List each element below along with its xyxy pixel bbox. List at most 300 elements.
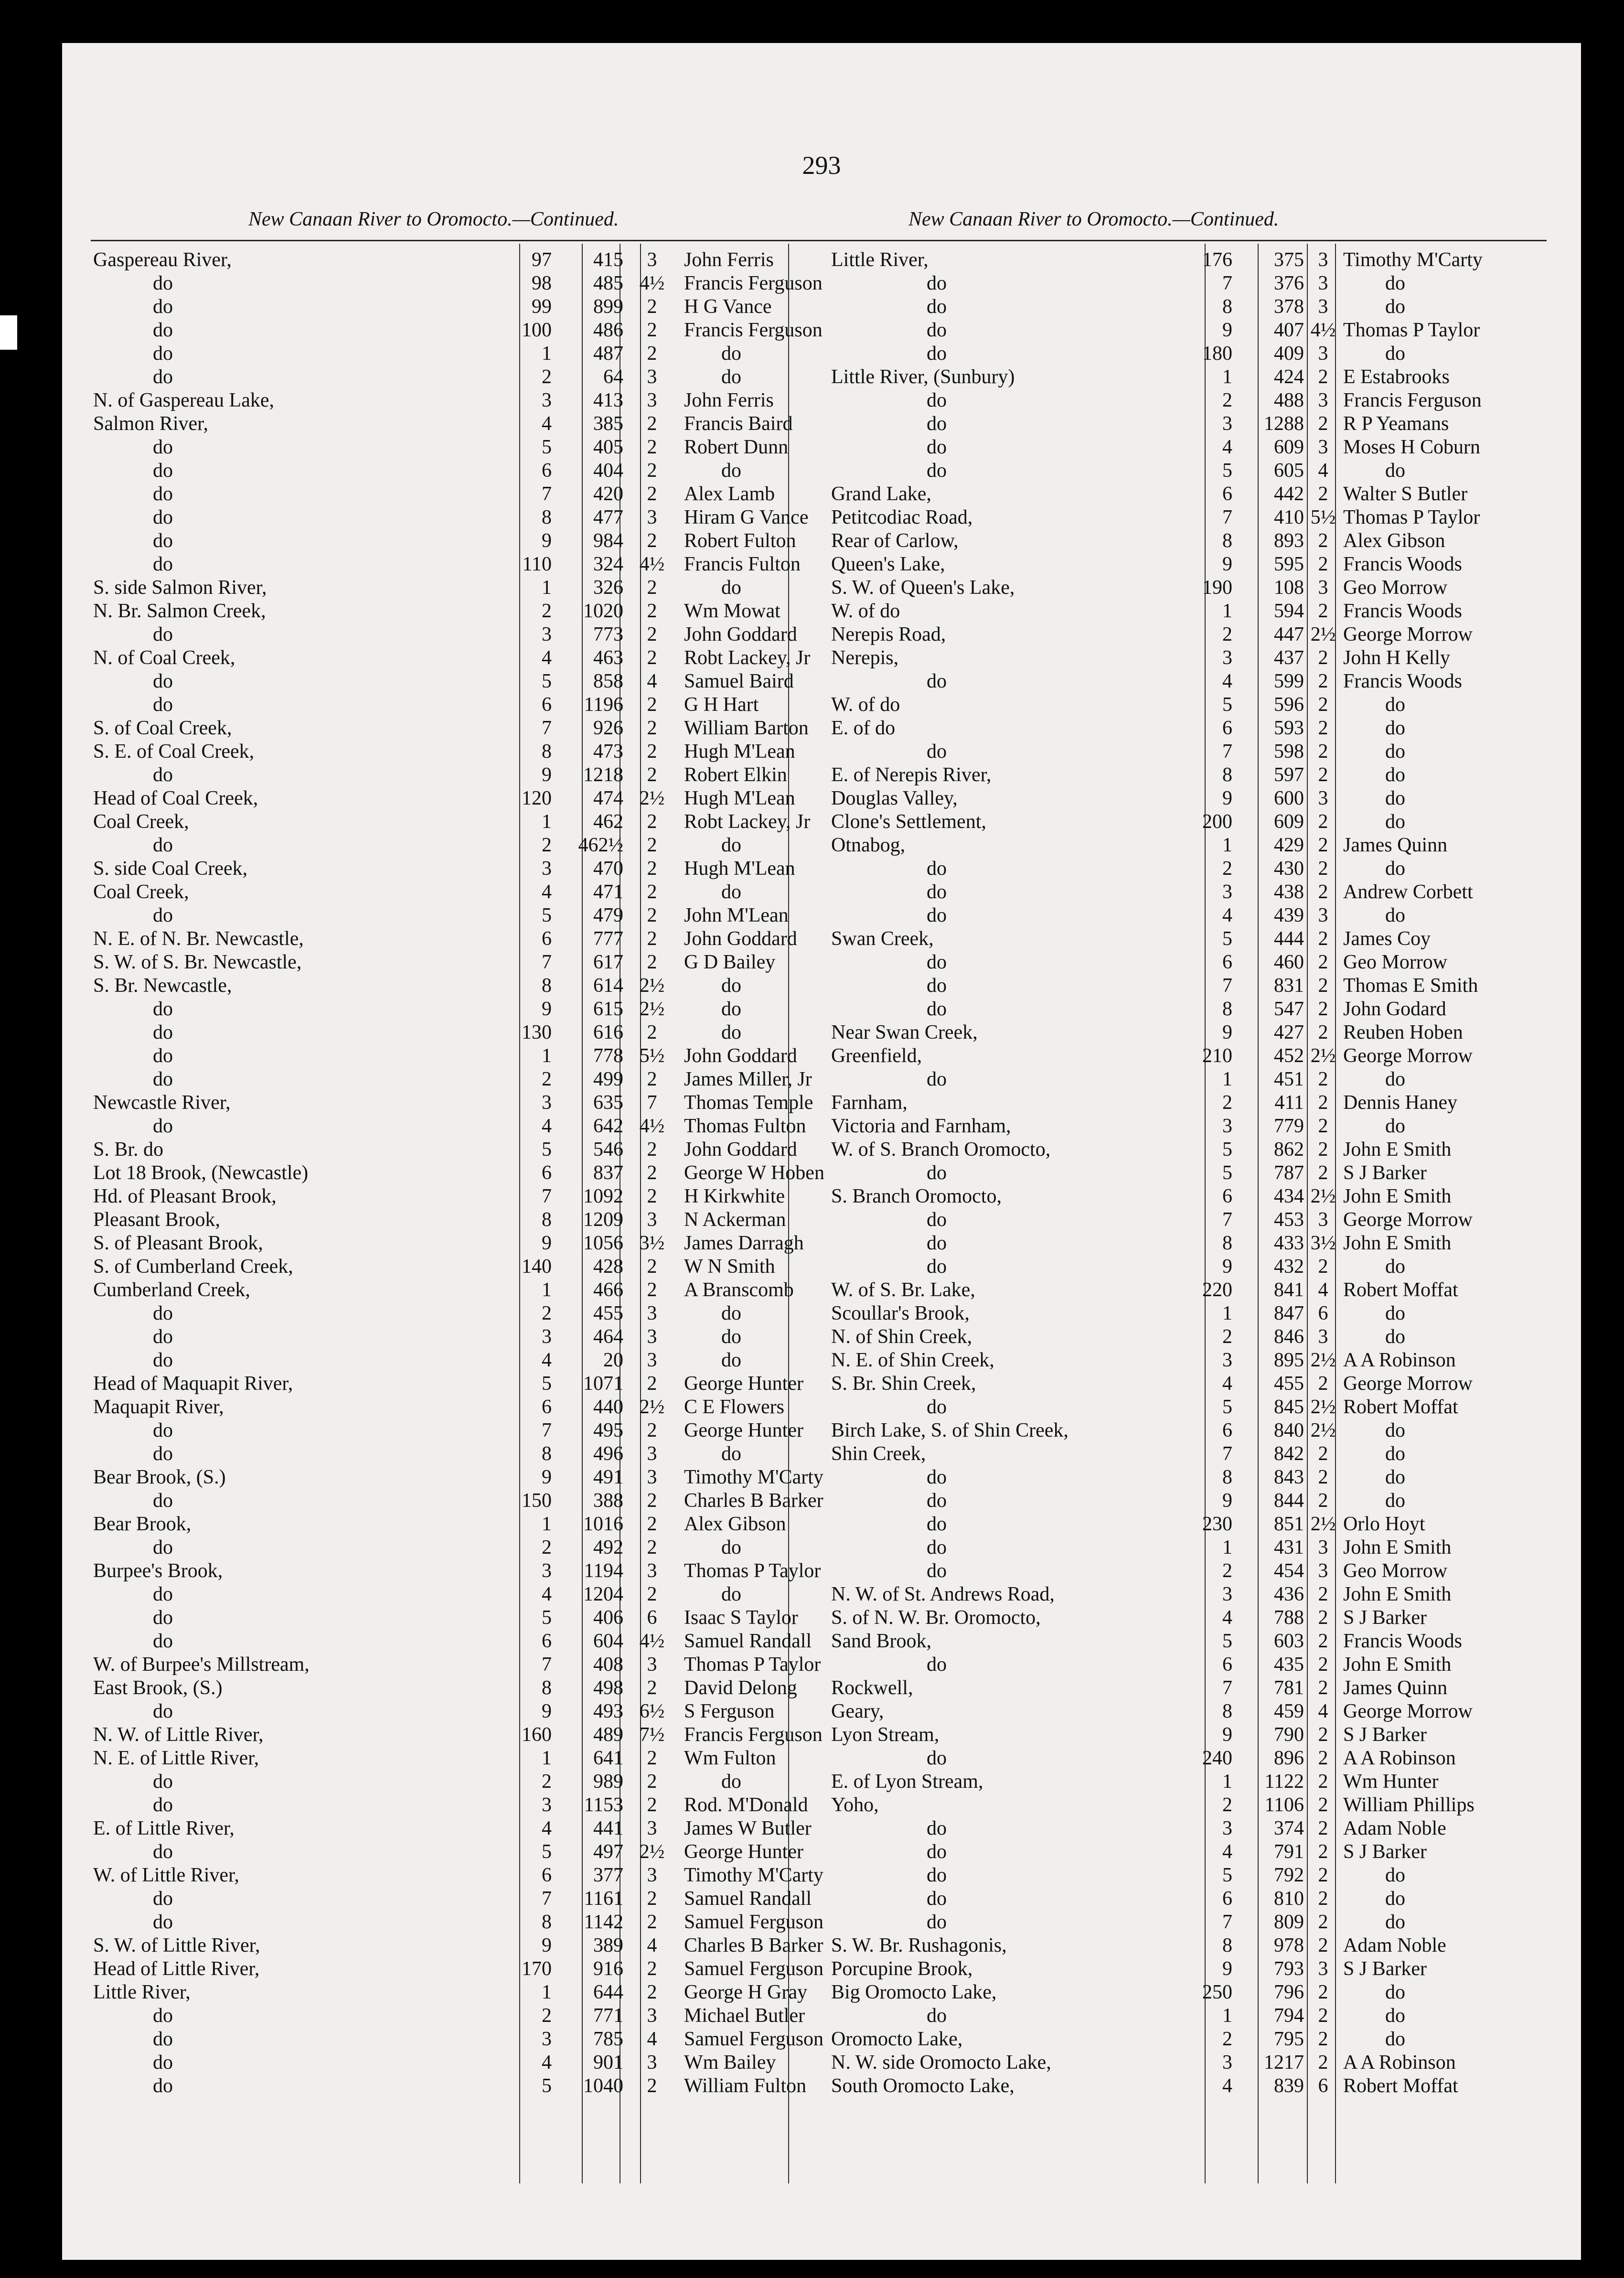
lot-cell: 3 [1222, 1115, 1232, 1137]
lot-cell: 6 [542, 694, 552, 716]
place-cell: do [153, 1115, 173, 1137]
acres-cell: 377 [593, 1864, 623, 1886]
acres-cell: 493 [593, 1700, 623, 1722]
place-cell: do [927, 858, 947, 880]
grantee-cell: George Hunter [684, 1373, 803, 1395]
grantee-cell: Hugh M'Lean [684, 858, 795, 880]
chains-cell: 2 [647, 1537, 657, 1558]
grantee-cell: do [721, 1326, 741, 1348]
lot-cell: 6 [1222, 951, 1232, 973]
grantee-cell: do [721, 343, 741, 365]
grantee-cell: Francis Woods [1343, 670, 1463, 692]
acres-cell: 473 [593, 741, 623, 763]
lot-cell: 1 [542, 811, 552, 833]
table-row [788, 646, 1524, 670]
table-row [788, 1185, 1524, 1208]
lot-cell: 9 [542, 1934, 552, 1956]
left-header-rule [91, 240, 817, 241]
place-cell: do [153, 623, 173, 645]
table-row [91, 1653, 826, 1676]
acres-cell: 406 [593, 1607, 623, 1629]
lot-cell: 7 [542, 1419, 552, 1441]
lot-cell: 8 [1222, 296, 1232, 318]
acres-cell: 460 [1274, 951, 1304, 973]
grantee-cell: John E Smith [1343, 1139, 1452, 1160]
table-row [91, 412, 826, 436]
place-cell: do [927, 1560, 947, 1582]
acres-cell: 1288 [1264, 413, 1304, 435]
acres-cell: 846 [1274, 1326, 1304, 1348]
table-row [91, 1934, 826, 1957]
place-cell: Nerepis Road, [831, 623, 946, 645]
table-row [788, 1091, 1524, 1115]
place-cell: South Oromocto Lake, [831, 2075, 1015, 2097]
acres-cell: 1056 [583, 1232, 623, 1254]
chains-cell: 3 [647, 2052, 657, 2074]
lot-cell: 3 [1222, 413, 1232, 435]
acres-cell: 596 [1274, 694, 1304, 716]
grantee-cell: Samuel Baird [684, 670, 794, 692]
chains-cell: 4½ [1310, 319, 1336, 341]
acres-cell: 471 [593, 881, 623, 903]
chains-cell: 2 [647, 1185, 657, 1207]
lot-cell: 8 [542, 1677, 552, 1699]
chains-cell: 2 [1318, 834, 1328, 856]
grantee-cell: Rod. M'Donald [684, 1794, 808, 1816]
table-row [91, 857, 826, 881]
grantee-cell: do [721, 1021, 741, 1043]
table-row [788, 1161, 1524, 1185]
lot-cell: 5 [1222, 460, 1232, 482]
acres-cell: 1218 [583, 764, 623, 786]
grantee-cell: John E Smith [1343, 1654, 1452, 1676]
lot-cell: 8 [1222, 1934, 1232, 1956]
table-row [91, 1325, 826, 1349]
table-row [788, 1559, 1524, 1583]
lot-cell: 7 [542, 717, 552, 739]
place-cell: Yoho, [831, 1794, 879, 1816]
chains-cell: 2 [647, 319, 657, 341]
acres-cell: 599 [1274, 670, 1304, 692]
acres-cell: 1204 [583, 1583, 623, 1605]
lot-cell: 2 [1222, 623, 1232, 645]
grantee-cell: Francis Ferguson [684, 272, 823, 294]
acres-cell: 547 [1274, 998, 1304, 1020]
acres-cell: 409 [1274, 343, 1304, 365]
chains-cell: 2 [647, 1021, 657, 1043]
lot-cell: 3 [1222, 881, 1232, 903]
place-cell: do [153, 834, 173, 856]
place-cell: Newcastle River, [93, 1092, 231, 1114]
lot-cell: 1 [1222, 834, 1232, 856]
lot-cell: 8 [1222, 1466, 1232, 1488]
chains-cell: 2 [1318, 764, 1328, 786]
grantee-cell: Adam Noble [1343, 1934, 1446, 1956]
acres-cell: 430 [1274, 858, 1304, 880]
chains-cell: 2 [1318, 483, 1328, 505]
chains-cell: 2 [647, 858, 657, 880]
place-cell: do [153, 2028, 173, 2050]
lot-cell: 4 [542, 881, 552, 903]
acres-cell: 407 [1274, 319, 1304, 341]
acres-cell: 926 [593, 717, 623, 739]
grantee-cell: John Ferris [684, 249, 774, 271]
acres-cell: 451 [1274, 1068, 1304, 1090]
chains-cell: 3 [1318, 1209, 1328, 1231]
acres-cell: 491 [593, 1466, 623, 1488]
acres-cell: 810 [1274, 1888, 1304, 1910]
grantee-cell: do [1385, 858, 1405, 880]
lot-cell: 9 [1222, 787, 1232, 809]
lot-cell: 98 [532, 272, 552, 294]
acres-cell: 375 [1274, 249, 1304, 271]
acres-cell: 1209 [583, 1209, 623, 1231]
lot-cell: 8 [1222, 530, 1232, 552]
grantee-cell: William Phillips [1343, 1794, 1474, 1816]
lot-cell: 9 [1222, 553, 1232, 575]
place-cell: N. E. of Shin Creek, [831, 1349, 994, 1371]
place-cell: S. of Pleasant Brook, [93, 1232, 263, 1254]
lot-cell: 1 [1222, 2005, 1232, 2027]
lot-cell: 7 [1222, 1443, 1232, 1465]
chains-cell: 2½ [639, 998, 665, 1020]
place-cell: S. of Coal Creek, [93, 717, 232, 739]
acres-cell: 435 [1274, 1654, 1304, 1676]
chains-cell: 2½ [639, 1841, 665, 1863]
chains-cell: 2 [647, 881, 657, 903]
grantee-cell: Thomas P Taylor [684, 1560, 821, 1582]
place-cell: do [927, 296, 947, 318]
grantee-cell: A Branscomb [684, 1279, 794, 1301]
place-cell: W. of do [831, 600, 900, 622]
chains-cell: 2 [1318, 1864, 1328, 1886]
chains-cell: 3 [1318, 436, 1328, 458]
grantee-cell: do [1385, 1888, 1405, 1910]
acres-cell: 635 [593, 1092, 623, 1114]
chains-cell: 2 [647, 413, 657, 435]
grantee-cell: do [721, 1349, 741, 1371]
chains-cell: 2 [647, 460, 657, 482]
chains-cell: 2 [647, 1162, 657, 1184]
lot-cell: 8 [542, 1209, 552, 1231]
grantee-cell: John Goddard [684, 623, 797, 645]
table-row [91, 834, 826, 857]
acres-cell: 428 [593, 1256, 623, 1278]
grantee-cell: John E Smith [1343, 1185, 1452, 1207]
table-row [91, 459, 826, 483]
place-cell: do [927, 1513, 947, 1535]
acres-cell: 444 [1274, 928, 1304, 950]
chains-cell: 2 [1318, 553, 1328, 575]
acres-cell: 1142 [584, 1911, 623, 1933]
place-cell: do [927, 436, 947, 458]
lot-cell: 9 [542, 1466, 552, 1488]
lot-cell: 4 [1222, 1841, 1232, 1863]
table-row [788, 881, 1524, 904]
lot-cell: 176 [1202, 249, 1232, 271]
acres-cell: 614 [593, 975, 623, 997]
grantee-cell: Robert Elkin [684, 764, 787, 786]
lot-cell: 5 [1222, 1630, 1232, 1652]
acres-cell: 1217 [1264, 2052, 1304, 2074]
place-cell: Nerepis, [831, 647, 899, 669]
acres-cell: 439 [1274, 904, 1304, 926]
acres-cell: 546 [593, 1139, 623, 1160]
place-cell: S. W. of S. Br. Newcastle, [93, 951, 302, 973]
acres-cell: 326 [593, 577, 623, 599]
chains-cell: 3 [647, 1302, 657, 1324]
place-cell: N. E. of Little River, [93, 1747, 259, 1769]
acres-cell: 324 [593, 553, 623, 575]
table-row [788, 1887, 1524, 1911]
lot-cell: 7 [542, 1654, 552, 1676]
table-row [788, 436, 1524, 459]
lot-cell: 5 [542, 1139, 552, 1160]
chains-cell: 3 [1318, 1958, 1328, 1980]
grantee-cell: do [1385, 1256, 1405, 1278]
place-cell: do [153, 1888, 173, 1910]
chains-cell: 5½ [639, 1045, 665, 1067]
place-cell: Little River, (Sunbury) [831, 366, 1015, 388]
place-cell: East Brook, (S.) [93, 1677, 223, 1699]
grantee-cell: do [1385, 460, 1405, 482]
grantee-cell: Geo Morrow [1343, 577, 1448, 599]
document-page [62, 43, 1581, 2260]
table-row [91, 436, 826, 459]
table-row [91, 623, 826, 646]
grantee-cell: David Delong [684, 1677, 797, 1699]
lot-cell: 1 [542, 577, 552, 599]
acres-cell: 609 [1274, 436, 1304, 458]
grantee-cell: Wm Hunter [1343, 1771, 1439, 1793]
acres-cell: 837 [593, 1162, 623, 1184]
acres-cell: 64 [603, 366, 623, 388]
acres-cell: 498 [593, 1677, 623, 1699]
lot-cell: 4 [542, 1817, 552, 1839]
chains-cell: 2 [1318, 1771, 1328, 1793]
table-row [788, 389, 1524, 412]
place-cell: S. E. of Coal Creek, [93, 741, 255, 763]
chains-cell: 2 [647, 600, 657, 622]
table-row [788, 1630, 1524, 1653]
lot-cell: 8 [1222, 1700, 1232, 1722]
acres-cell: 1194 [584, 1560, 623, 1582]
place-cell: S. Br. Shin Creek, [831, 1373, 976, 1395]
place-cell: Pleasant Brook, [93, 1209, 220, 1231]
chains-cell: 3 [1318, 1537, 1328, 1558]
place-cell: do [927, 1162, 947, 1184]
acres-cell: 989 [593, 1771, 623, 1793]
acres-cell: 455 [1274, 1373, 1304, 1395]
chains-cell: 2 [647, 2075, 657, 2097]
acres-cell: 899 [593, 296, 623, 318]
table-row [788, 1817, 1524, 1840]
lot-cell: 3 [542, 1794, 552, 1816]
acres-cell: 896 [1274, 1747, 1304, 1769]
grantee-cell: do [721, 1771, 741, 1793]
grantee-cell: Samuel Randall [684, 1630, 812, 1652]
place-cell: S. W. of Little River, [93, 1934, 260, 1956]
chains-cell: 6 [1318, 1302, 1328, 1324]
chains-cell: 2 [1318, 2005, 1328, 2027]
acres-cell: 840 [1274, 1419, 1304, 1441]
table-row [788, 1583, 1524, 1606]
table-row [788, 1208, 1524, 1232]
place-cell: S. Br. do [93, 1139, 164, 1160]
lot-cell: 3 [1222, 1583, 1232, 1605]
acres-cell: 378 [1274, 296, 1304, 318]
acres-cell: 410 [1274, 506, 1304, 528]
chains-cell: 2 [647, 1794, 657, 1816]
grantee-cell: William Fulton [684, 2075, 807, 2097]
lot-cell: 9 [1222, 1958, 1232, 1980]
lot-cell: 5 [542, 1841, 552, 1863]
table-row [91, 2028, 826, 2051]
lot-cell: 6 [542, 1396, 552, 1418]
grantee-cell: do [1385, 343, 1405, 365]
lot-cell: 7 [542, 1185, 552, 1207]
table-row [788, 1232, 1524, 1255]
table-row [788, 904, 1524, 927]
chains-cell: 2 [1318, 1092, 1328, 1114]
chains-cell: 2 [1318, 1911, 1328, 1933]
lot-cell: 1 [542, 343, 552, 365]
chains-cell: 2 [1318, 741, 1328, 763]
place-cell: S. side Coal Creek, [93, 858, 248, 880]
place-cell: Scoullar's Brook, [831, 1302, 970, 1324]
lot-cell: 2 [542, 600, 552, 622]
acres-cell: 462½ [578, 834, 623, 856]
grantee-cell: George Hunter [684, 1419, 803, 1441]
right-column-header: New Canaan River to Oromocto.—Continued. [908, 208, 1279, 230]
place-cell: Porcupine Brook, [831, 1958, 973, 1980]
place-cell: Grand Lake, [831, 483, 931, 505]
grantee-cell: do [1385, 694, 1405, 716]
table-row [91, 1466, 826, 1489]
lot-cell: 9 [1222, 1256, 1232, 1278]
table-row [91, 365, 826, 389]
acres-cell: 442 [1274, 483, 1304, 505]
grantee-cell: John H Kelly [1343, 647, 1450, 669]
chains-cell: 2½ [639, 975, 665, 997]
acres-cell: 108 [1274, 577, 1304, 599]
table-row [91, 1794, 826, 1817]
chains-cell: 3½ [1310, 1232, 1336, 1254]
place-cell: Salmon River, [93, 413, 208, 435]
grantee-cell: Charles B Barker [684, 1490, 823, 1512]
lot-cell: 6 [542, 928, 552, 950]
chains-cell: 3 [1318, 787, 1328, 809]
table-row [91, 248, 826, 272]
chains-cell: 2 [647, 1279, 657, 1301]
table-row [788, 1747, 1524, 1770]
acres-cell: 432 [1274, 1256, 1304, 1278]
table-row [788, 1934, 1524, 1957]
table-row [788, 2051, 1524, 2074]
chains-cell: 2 [647, 1513, 657, 1535]
lot-cell: 2 [542, 1771, 552, 1793]
lot-cell: 99 [532, 296, 552, 318]
chains-cell: 2 [1318, 811, 1328, 833]
table-row [788, 576, 1524, 600]
table-row [91, 553, 826, 576]
lot-cell: 7 [1222, 1911, 1232, 1933]
chains-cell: 3 [647, 1560, 657, 1582]
table-row [91, 1630, 826, 1653]
acres-cell: 1153 [584, 1794, 623, 1816]
lot-cell: 4 [542, 1583, 552, 1605]
place-cell: Maquapit River, [93, 1396, 224, 1418]
table-row [788, 763, 1524, 787]
grantee-cell: do [721, 1302, 741, 1324]
place-cell: do [153, 694, 173, 716]
table-row [91, 1700, 826, 1723]
place-cell: Rear of Carlow, [831, 530, 959, 552]
place-cell: do [927, 1466, 947, 1488]
grantee-cell: E Estabrooks [1343, 366, 1450, 388]
table-row [91, 1068, 826, 1091]
chains-cell: 4 [1318, 1700, 1328, 1722]
table-row [788, 272, 1524, 295]
grantee-cell: Reuben Hoben [1343, 1021, 1463, 1043]
grantee-cell: C E Flowers [684, 1396, 784, 1418]
acres-cell: 453 [1274, 1209, 1304, 1231]
acres-cell: 411 [1274, 1092, 1304, 1114]
acres-cell: 851 [1274, 1513, 1304, 1535]
acres-cell: 429 [1274, 834, 1304, 856]
grantee-cell: George Morrow [1343, 1045, 1473, 1067]
table-row [788, 319, 1524, 342]
grantee-cell: William Barton [684, 717, 809, 739]
place-cell: do [153, 366, 173, 388]
lot-cell: 7 [542, 1888, 552, 1910]
place-cell: do [927, 1864, 947, 1886]
chains-cell: 2 [1318, 1139, 1328, 1160]
table-row [788, 1442, 1524, 1466]
table-row [91, 670, 826, 693]
lot-cell: 4 [1222, 2075, 1232, 2097]
table-row [788, 1302, 1524, 1325]
table-row [91, 693, 826, 717]
table-row [91, 1864, 826, 1887]
place-cell: do [927, 1888, 947, 1910]
lot-cell: 3 [1222, 2052, 1232, 2074]
grantee-cell: Wm Fulton [684, 1747, 776, 1769]
grantee-cell: John Godard [1343, 998, 1446, 1020]
place-cell: Cumberland Creek, [93, 1279, 250, 1301]
grantee-cell: do [721, 366, 741, 388]
acres-cell: 916 [593, 1958, 623, 1980]
table-row [91, 927, 826, 951]
acres-cell: 845 [1274, 1396, 1304, 1418]
chains-cell: 2 [1318, 1115, 1328, 1137]
lot-cell: 3 [1222, 647, 1232, 669]
table-row [91, 810, 826, 834]
table-row [788, 1325, 1524, 1349]
grantee-cell: do [1385, 1302, 1405, 1324]
lot-cell: 8 [542, 975, 552, 997]
lot-cell: 1 [542, 1981, 552, 2003]
table-row [91, 1583, 826, 1606]
grantee-cell: Francis Ferguson [1343, 389, 1482, 411]
lot-cell: 250 [1202, 1981, 1232, 2003]
acres-cell: 452 [1274, 1045, 1304, 1067]
lot-cell: 3 [542, 623, 552, 645]
acres-cell: 796 [1274, 1981, 1304, 2003]
table-row [788, 529, 1524, 553]
table-row [91, 1747, 826, 1770]
grantee-cell: do [1385, 2028, 1405, 2050]
